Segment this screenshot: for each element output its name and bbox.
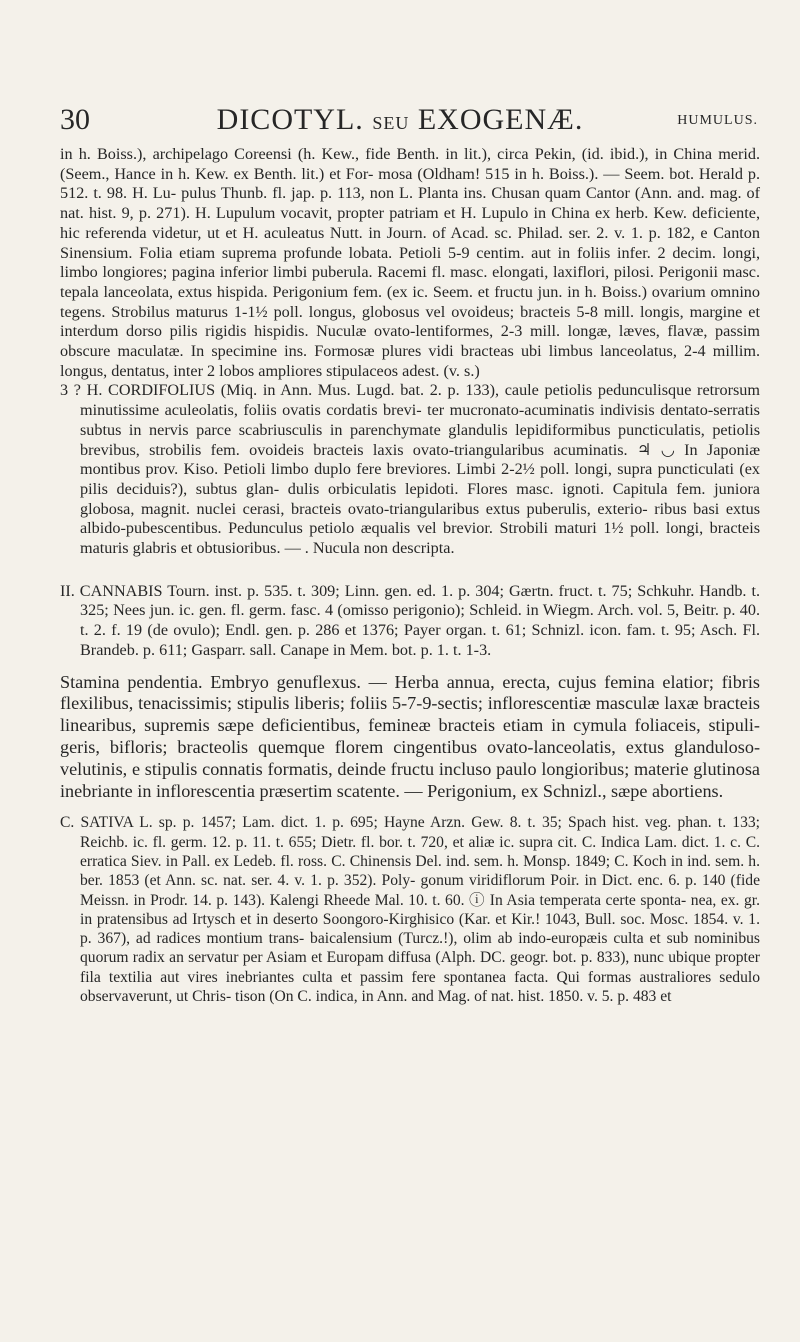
spacer [60,661,760,672]
running-title [40,103,760,140]
running-title-main: DICOTYL. [216,103,364,136]
running-title-seu: SEU [372,113,410,133]
running-title-second: EXOGENÆ. [417,103,584,136]
genus-header: HUMULUS. [677,113,758,128]
cannabis-diagnosis: Stamina pendentia. Embryo genuflexus. — Herba annua, erecta, cujus femina elatior; fibris flexilibus, tenacissimis; stipulis liberis; foliis 5-7-9-sectis; inflorescentiæ masculæ laxæ bracteis linearibus, supremis sæpe deficientibus, femineæ bracteis etiam in cymula foliaceis, stipuli- geris, bifloris; bracteolis quemque florem cingentibus ovato-lanceolatis, extus glanduloso-velutinis, e stipulis connatis formatis, deinde fructu incluso paulo longioribus; materie glutinosa inebriante in inflorescentia præsertim scatente. — Perigonium, ex Schnizl., sæpe abortiens. [60,671,760,801]
cannabis-genus-heading: II. CANNABIS Tourn. inst. p. 535. t. 309; Linn. gen. ed. 1. p. 304; Gærtn. fruct. t. 75; Schkuhr. Handb. t. 325; Nees jun. ic. gen. fl. germ. fasc. 4 (omisso perigonio); Schleid. in Wiegm. Arch. vol. 5, Beitr. p. 40. t. 2. f. 19 (de ovulo); Endl. gen. p. 286 et 1376; Payer organ. t. 61; Schnizl. icon. fam. t. 95; Asch. Fl. Brandeb. p. 611; Gasparr. sall. Canape in Mem. bot. p. 1. t. 1-3. [60,581,760,659]
cannabis-sativa-entry: C. SATIVA L. sp. p. 1457; Lam. dict. 1. p. 695; Hayne Arzn. Gew. 8. t. 35; Spach hist. veg. phan. t. 133; Reichb. ic. fl. germ. 12. p. 11. t. 655; Dietr. fl. bor. t. 720, et aliæ ic. supra cit. C. Indica Lam. dict. 1. c. C. erratica Siev. in Pall. ex Ledeb. fl. ross. C. Chinensis Del. ind. sem. h. Monsp. 1849; C. Koch in ind. sem. h. ber. 1853 (et Ann. sc. nat. ser. 4. v. 1. p. 352). Poly- gonum viridiflorum Poir. in Dict. enc. 6. p. 140 (fide Meissn. in Prodr. 14. p. 143). Kalengi Rheede Mal. 10. t. 60. ⓘ In Asia temperata certe sponta- nea, ex. gr. in pratensibus ad Irtysch et in deserto Soongoro-Kirghisico (Kar. et Kir.! 1043, Bull. soc. Mosc. 1854. v. 1. p. 367), ad radices montium trans- baicalensium (Turcz.!), olim ab indo-europæis culta et sub nominibus quorum radix an servatur per Asiam et Europam diffusa (Alph. DC. geogr. bot. p. 833), nunc ubique propter fila textilia aut vires inebriantes culta et passim fere spontanea facta. Qui formas australiores sedulo observaverunt, ut Chris- tison (On C. indica, in Ann. and Mag. of nat. hist. 1850. v. 5. p. 483 et [60,814,760,1006]
page-number: 30 [60,103,90,136]
body-text [60,145,760,1006]
spacer [60,559,760,582]
humulus-cordifolius-entry: 3 ? H. CORDIFOLIUS (Miq. in Ann. Mus. Lugd. bat. 2. p. 133), caule petiolis pedunculisque retrorsum minutissime aculeolatis, foliis ovatis cordatis brevi- ter mucronato-acuminatis indivisis dentato-serratis subtus in nervis parce scabriusculis in parenchymate glandulis lepidiformibus puncticulatis, petiolis brevibus, strobilis fem. ovoideis bracteis laxis ovato-triangularibus acuminatis. ♃ ◡ In Japoniæ montibus prov. Kiso. Petioli limbo duplo fere breviores. Limbi 2-2½ poll. longi, supra puncticulati (ex pilis deciduis?), subtus glan- dulis orbiculatis lepidoti. Flores masc. ignoti. Capitula fem. juniora globosa, magnit. nuclei cerasi, bracteis ovato-triangularibus extus puberulis, exterio- ribus basi extus albido-pubescentibus. Pedunculus petiolo æqualis vel brevior. Strobili maturi 1½ poll. longi, bracteis maturis glabris et obtusioribus. — . Nucula non descripta. [60,381,760,558]
humulus-japonicus-continuation: in h. Boiss.), archipelago Coreensi (h. Kew., fide Benth. in lit.), circa Pekin, (id. ibid.), in China merid. (Seem., Hance in h. Kew. ex Benth. lit.) et For- mosa (Oldham! 515 in h. Boiss.). — Seem. bot. Herald p. 512. t. 98. H. Lu- pulus Thunb. fl. jap. p. 113, non L. Planta ins. Chusan quam Cantor (Ann. and. mag. of nat. hist. 9, p. 271). H. Lupulum vocavit, propter patriam et H. Lupulo in China ex herb. Kew. deficiente, hic referenda videtur, ut et H. aculeatus Nutt. in Journ. of Acad. sc. Philad. ser. 2. v. 1. p. 182, e Canton Sinensium. Folia etiam suprema profunde lobata. Petioli 5-9 centim. aut in foliis infer. 2 decim. longi, limbo longiores; pagina inferior limbi puberula. Racemi fl. masc. elongati, laxiflori, pilosi. Perigonii masc. tepala lanceolata, extus hispida. Perigonium fem. (ex ic. Seem. et fructu jun. in h. Boiss.) ovarium omnino tegens. Strobilus maturus 1-1½ poll. longus, globosus vel ovoideus; bracteis 5-8 mill. longis, margine et interdum dorso pilis rigidis hispidis. Nuculæ ovato-lentiformes, 2-3 mill. longæ, læves, flavæ, passim obscure maculatæ. In specimine ins. Formosæ plures vidi bracteas ubi limbus lanceolatus, 2-4 millim. longus, dentatus, inter 2 lobos ampliores stipulaceos adest. (v. s.) [60,145,760,380]
spacer [60,802,760,813]
page-header [40,103,760,143]
